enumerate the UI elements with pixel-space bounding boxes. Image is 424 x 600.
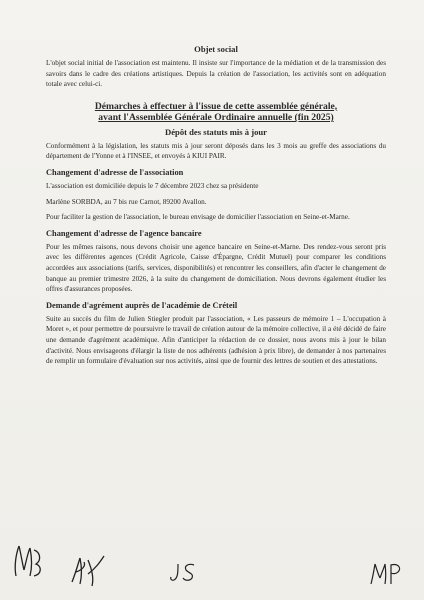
signature-initials-4 bbox=[368, 560, 406, 588]
adresse-asso-p1: L'association est domiciliée depuis le 7 décembre 2023 chez sa présidente bbox=[46, 181, 259, 190]
depot-text: Conformément à la législation, les statuts mis à jour seront déposés dans les 3 mois au greffe des associations du département de l'Yonne et à l'INSEE, et envoyés à KIUI PAIR. bbox=[46, 141, 386, 161]
section-title-demarches: Démarches à effectuer à l'issue de cette assemblée générale, avant l'Assemblée Générale Ordinaire annuelle (fin 2025) bbox=[94, 100, 338, 124]
section-title-adresse-asso: Changement d'adresse de l'association bbox=[46, 167, 184, 177]
adresse-asso-p2: Marlène SORBDA, au 7 bis rue Carnot, 89200 Avallon. bbox=[46, 197, 207, 206]
document-body bbox=[46, 44, 386, 367]
signature-initials-3 bbox=[168, 560, 198, 584]
signature-initials-1 bbox=[10, 540, 50, 582]
banque-text: Pour les mêmes raisons, nous devons choisir une agence bancaire en Seine-et-Marne. Des rendez-vous seront pris avec les différentes agences (Crédit Agricole, Caisse d'Épargne, Crédit Mutuel) pour comparer les conditions accordées aux associations (tarifs, services, disponibilités) et rencontrer les conseillers, afin d'acter le changement de banque au premier trimestre 2026, à la suite du changement de domiciliation. Nous devrons également étudier les offres d'assurances proposées. bbox=[46, 242, 386, 294]
adresse-asso-p3: Pour faciliter la gestion de l'association, le bureau envisage de domicilier l'association en Seine-et-Marne. bbox=[46, 213, 350, 222]
objet-social-text: L'objet social initial de l'association est maintenu. Il insiste sur l'importance de la médiation et de la transmission des savoirs dans le cadre des créations artistiques. Depuis la création de l'association, les activités sont en adéquation totale avec celui-ci. bbox=[46, 59, 386, 89]
agrement-text: Suite au succès du film de Julien Stiegler produit par l'association, « Les passeurs de mémoire 1 – L'occupation à Moret », et pour permettre de poursuivre le travail de création autour de la mémoire collective, il a été décidé de faire une demande d'agrément académique. Afin d'anticiper la rédaction de ce dossier, nous avons mis à jour le bilan d'activité. Nous envisageons d'élargir la liste de nos adhérents (adhésion à prix libre), de demander à nos partenaires de remplir un formulaire d'évaluation sur nos activités, ainsi que de fournir des lettres de soutien et des attestations. bbox=[46, 314, 386, 366]
section-title-banque: Changement d'adresse de l'agence bancaire bbox=[46, 228, 202, 238]
signature-initials-2 bbox=[68, 552, 112, 588]
section-title-objet-social: Objet social bbox=[194, 44, 238, 54]
section-title-depot: Dépôt des statuts mis à jour bbox=[165, 126, 267, 137]
section-title-agrement: Demande d'agrément auprès de l'académie de Créteil bbox=[46, 300, 238, 310]
